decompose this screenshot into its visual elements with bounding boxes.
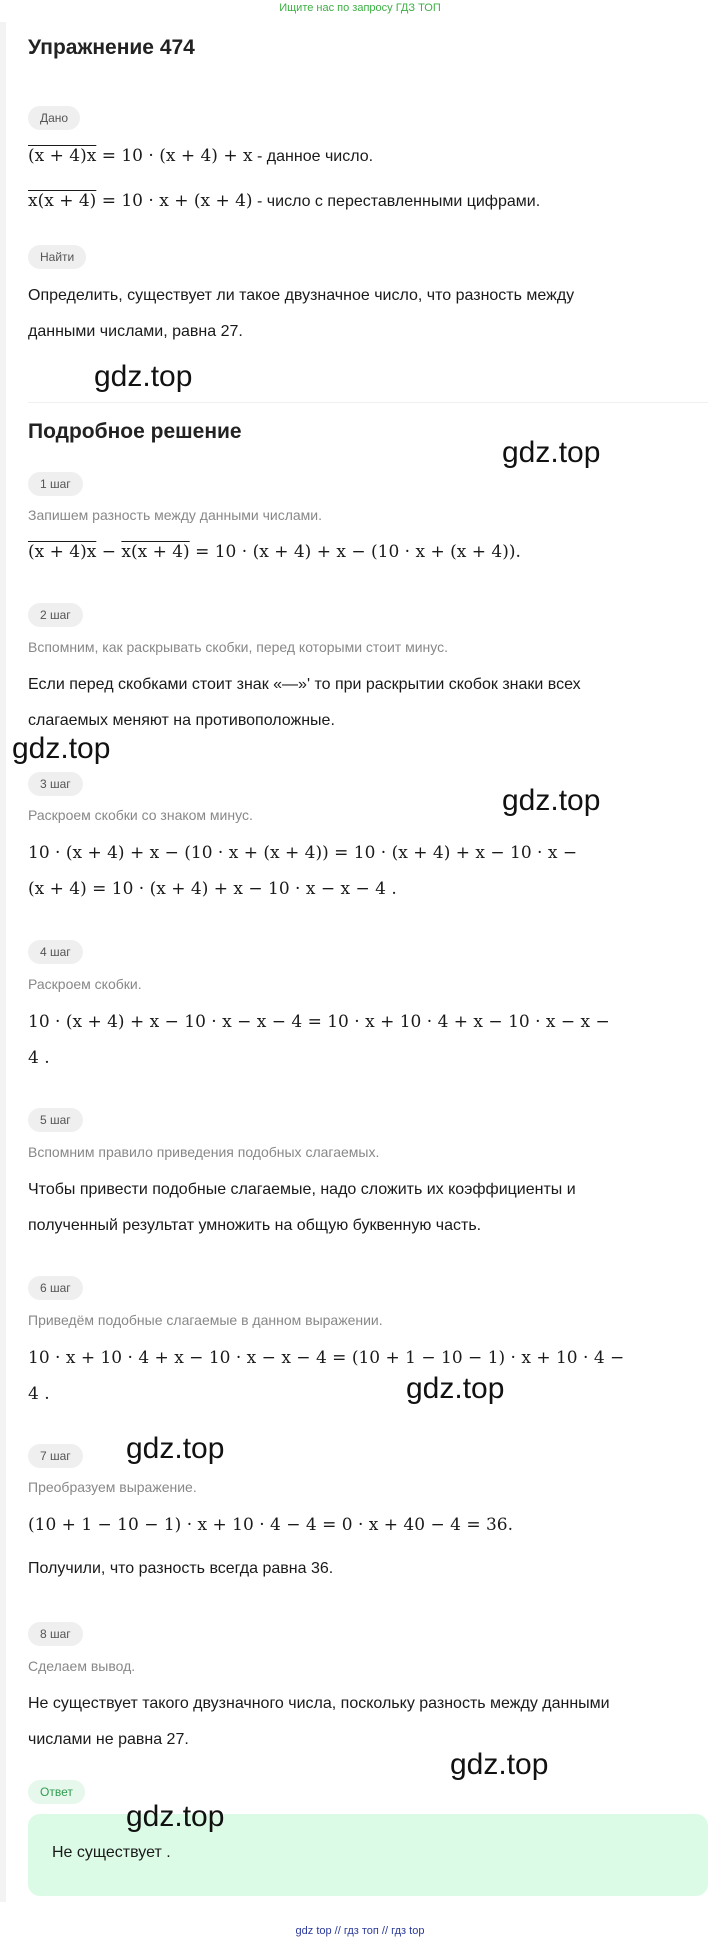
step-hint: Преобразуем выражение.	[28, 1479, 197, 1495]
step-7-text: Получили, что разность всегда равна 36.	[28, 1560, 334, 1577]
step-6-math-2: 4 .	[28, 1384, 50, 1404]
step-4-math-2: 4 .	[28, 1048, 50, 1068]
step-badge: 2 шаг	[28, 603, 83, 627]
step-4-math-1: 10 · (x + 4) + x − 10 · x − x − 4 = 10 · x + 10 · 4 + x − 10 · x − x −	[28, 1012, 610, 1032]
step-badge: 1 шаг	[28, 472, 83, 496]
step-1-rhs: = 10 · (x + 4) + x − (10 · x + (x + 4)).	[195, 542, 521, 562]
given-line-2-rhs: = 10 · x + (x + 4)	[96, 191, 253, 211]
given-line-2-overline: x(x + 4)	[28, 191, 97, 211]
answer-badge: Ответ	[28, 1780, 85, 1804]
step-hint: Раскроем скобки.	[28, 976, 142, 992]
step-badge: 7 шаг	[28, 1444, 83, 1468]
given-line-2	[28, 189, 718, 214]
step-2-text-2: слагаемых меняют на противоположные.	[28, 712, 335, 729]
step-3-math-1: 10 · (x + 4) + x − (10 · x + (x + 4)) = 10 · (x + 4) + x − 10 · x −	[28, 843, 578, 863]
given-line-1	[28, 144, 718, 169]
solution-title: Подробное решение	[28, 420, 242, 443]
watermark: gdz.top	[502, 436, 601, 469]
watermark: gdz.top	[12, 732, 111, 765]
step-2-text-1: Если перед скобками стоит знак «—»' то при раскрытии скобок знаки всех	[28, 676, 581, 693]
step-1-overline-2: x(x + 4)	[121, 542, 190, 562]
watermark: gdz.top	[406, 1372, 505, 1405]
step-1-math: (x + 4)x − x(x + 4) = 10 · (x + 4) + x − (10 · x + (x + 4)).	[28, 542, 521, 562]
step-badge: 8 шаг	[28, 1622, 83, 1646]
step-badge: 6 шаг	[28, 1276, 83, 1300]
step-5-text-2: полученный результат умножить на общую буквенную часть.	[28, 1217, 482, 1234]
given-badge: Дано	[28, 106, 80, 130]
given-line-1-rhs: = 10 · (x + 4) + x	[96, 146, 253, 166]
given-line-1-overline: (x + 4)x	[28, 146, 97, 166]
step-hint: Вспомним, как раскрывать скобки, перед которыми стоит минус.	[28, 639, 448, 655]
watermark: gdz.top	[502, 784, 601, 817]
step-3-math-2: (x + 4) = 10 · (x + 4) + x − 10 · x − x − 4 .	[28, 879, 397, 899]
step-badge: 4 шаг	[28, 940, 83, 964]
watermark: gdz.top	[94, 360, 193, 393]
top-banner[interactable]: Ищите нас по запросу ГДЗ ТОП	[279, 2, 441, 14]
given-line-1-text: - данное число.	[252, 148, 374, 165]
page-title: Упражнение 474	[28, 36, 195, 59]
step-hint: Запишем разность между данными числами.	[28, 507, 323, 523]
step-7-math: (10 + 1 − 10 − 1) · x + 10 · 4 − 4 = 0 · x + 40 − 4 = 36.	[28, 1515, 513, 1535]
watermark: gdz.top	[126, 1432, 225, 1465]
step-hint: Раскроем скобки со знаком минус.	[28, 807, 253, 823]
footer-links[interactable]: gdz top // гдз топ // гдз top	[295, 1925, 425, 1937]
answer-text: Не существует .	[52, 1844, 171, 1861]
step-hint: Вспомним правило приведения подобных слагаемых.	[28, 1144, 380, 1160]
step-8-text-1: Не существует такого двузначного числа, поскольку разность между данными	[28, 1695, 610, 1712]
section-divider	[28, 402, 708, 403]
step-1-overline-1: (x + 4)x	[28, 542, 97, 562]
left-rule	[0, 22, 6, 1902]
find-line-1: Определить, существует ли такое двузначное число, что разность между	[28, 287, 575, 304]
watermark: gdz.top	[450, 1748, 549, 1781]
step-5-text-1: Чтобы привести подобные слагаемые, надо сложить их коэффициенты и	[28, 1181, 576, 1198]
step-hint: Приведём подобные слагаемые в данном выражении.	[28, 1312, 383, 1328]
given-line-2-text: - число с переставленными цифрами.	[252, 193, 541, 210]
step-6-math-1: 10 · x + 10 · 4 + x − 10 · x − x − 4 = (10 + 1 − 10 − 1) · x + 10 · 4 −	[28, 1348, 625, 1368]
step-badge: 5 шаг	[28, 1108, 83, 1132]
step-hint: Сделаем вывод.	[28, 1658, 136, 1674]
step-badge: 3 шаг	[28, 772, 83, 796]
find-badge: Найти	[28, 245, 86, 269]
step-8-text-2: числами не равна 27.	[28, 1731, 189, 1748]
find-line-2: данными числами, равна 27.	[28, 323, 243, 340]
watermark: gdz.top	[126, 1800, 225, 1833]
